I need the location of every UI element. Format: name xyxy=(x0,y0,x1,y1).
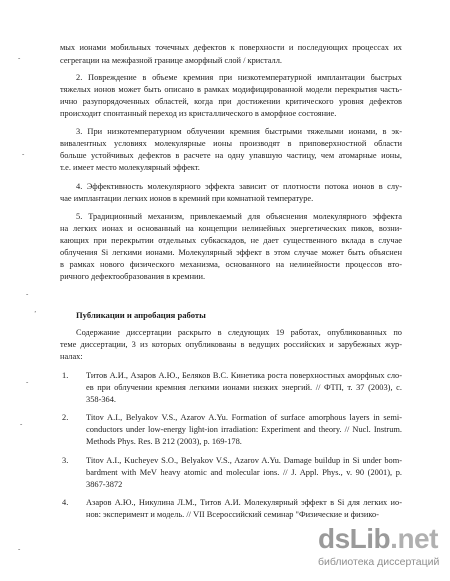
publication-number: 4. xyxy=(62,498,69,507)
paragraph-line: тяжелых ионов может быть описано в рамках модифицированной модели перекрытия часть- xyxy=(60,85,402,94)
publication-line: 3867-3872 xyxy=(86,480,123,489)
paragraph-line: на легких ионах и основанный на концепции нелинейных энергетических пиков, возни- xyxy=(60,224,402,233)
publication-number: 3. xyxy=(62,456,69,465)
publication-line: Titov A.I., Kucheyev S.O., Belyakov V.S., Azarov A.Yu. Damage buildup in Si under bom- xyxy=(86,456,402,465)
publication-line: 358-364. xyxy=(86,395,117,404)
watermark-logo xyxy=(318,523,438,555)
conclusion-item-3: 3. При низкотемпературном облучении кремния быстрыми тяжелыми ионами, в эк- xyxy=(76,127,402,136)
margin-mark: ’ xyxy=(34,310,37,318)
paragraph-line: происходит спонтанный переход из кристаллического в аморфное состояние. xyxy=(60,109,337,118)
paragraph-line: ично разупорядоченных областей, когда при достижении критического уровня дефектов xyxy=(60,97,402,106)
paragraph-line: мых ионами мобильных точечных дефектов к поверхности и последующих процессах их xyxy=(60,43,402,52)
publication-line: Titov A.I., Belyakov V.S., Azarov A.Yu. Formation of surface amorphous layers in semi- xyxy=(86,413,402,422)
conclusion-item-5: 5. Традиционный механизм, привлекаемый для объяснения молекулярного эффекта xyxy=(76,212,402,221)
margin-mark: - xyxy=(20,420,23,428)
paragraph-line: в рамках нового физического механизма, основанного на нелинейности процессов вто- xyxy=(60,260,402,269)
paragraph-line: кающих при перекрытии отдельных субкаскадов, не дает существенного вклада в случае xyxy=(60,236,402,245)
watermark xyxy=(318,523,446,575)
watermark-subtitle: библиотека диссертаций xyxy=(318,556,440,568)
margin-mark: - xyxy=(18,545,21,553)
publication-line: Methods Phys. Res. B 212 (2003), p. 169-178. xyxy=(86,437,242,446)
watermark-logo-suffix: .net xyxy=(390,523,438,554)
paragraph-line: теме диссертации, 3 из которых опубликованы в ведущих российских и зарубежных жур- xyxy=(60,340,402,349)
margin-mark: - xyxy=(22,150,25,158)
margin-mark: - xyxy=(26,378,29,386)
publication-number: 1. xyxy=(62,371,69,380)
paragraph-line: т.е. имеет место молекулярный эффект. xyxy=(60,163,200,172)
paragraph-line: налах: xyxy=(60,352,83,361)
paragraph-line: чае имплантации легких ионов в кремний при комнатной температуре. xyxy=(60,194,314,203)
publication-line: нов: эксперимент и модель. // VII Всероссийский семинар "Физические и физико- xyxy=(86,510,379,519)
paragraph-line: сегрегации на межфазной границе аморфный слой / кристалл. xyxy=(60,56,283,65)
publication-line: conductors under low-energy light-ion irradiation: Experiment and theory. // Nucl. Instrum. xyxy=(86,425,402,434)
margin-mark: - xyxy=(18,54,21,62)
paragraph-line: вивалентных условиях молекулярные ионы производят в приповерхностной области xyxy=(60,139,402,148)
section-title: Публикации и апробация работы xyxy=(76,310,206,320)
publication-number: 2. xyxy=(62,413,69,422)
conclusion-item-4: 4. Эффективность молекулярного эффекта зависит от плотности потока ионов в слу- xyxy=(76,182,402,191)
publication-line: bardment with MeV heavy atomic and molecular ions. // J. Appl. Phys., v. 90 (2001), p. xyxy=(86,468,402,477)
paragraph-line: облучения Si легкими ионами. Молекулярный эффект в этом случае может быть объяснен xyxy=(60,248,402,257)
watermark-logo-main: dsLib xyxy=(318,523,391,554)
publication-line: ев при облучении кремния легкими ионами низких энергий. // ФТП, т. 37 (2003), с. xyxy=(86,383,402,392)
paragraph-line: ричного дефектообразования в кремнии. xyxy=(60,272,206,281)
publication-line: Титов А.И., Азаров А.Ю., Беляков В.С. Кинетика роста поверхностных аморфных сло- xyxy=(86,371,402,380)
margin-mark: - xyxy=(26,290,29,298)
conclusion-item-2: 2. Повреждение в объеме кремния при низкотемпературной имплантации быстрых xyxy=(76,73,402,82)
paragraph-line: Содержание диссертации раскрыто в следующих 19 работах, опубликованных по xyxy=(76,328,402,337)
paragraph-line: больше устойчивых дефектов в расчете на одну упавшую частицу, чем атомарные ионы, xyxy=(60,151,402,160)
publication-line: Азаров А.Ю., Никулина Л.М., Титов А.И. Молекулярный эффект в Si для легких ио- xyxy=(86,498,402,507)
